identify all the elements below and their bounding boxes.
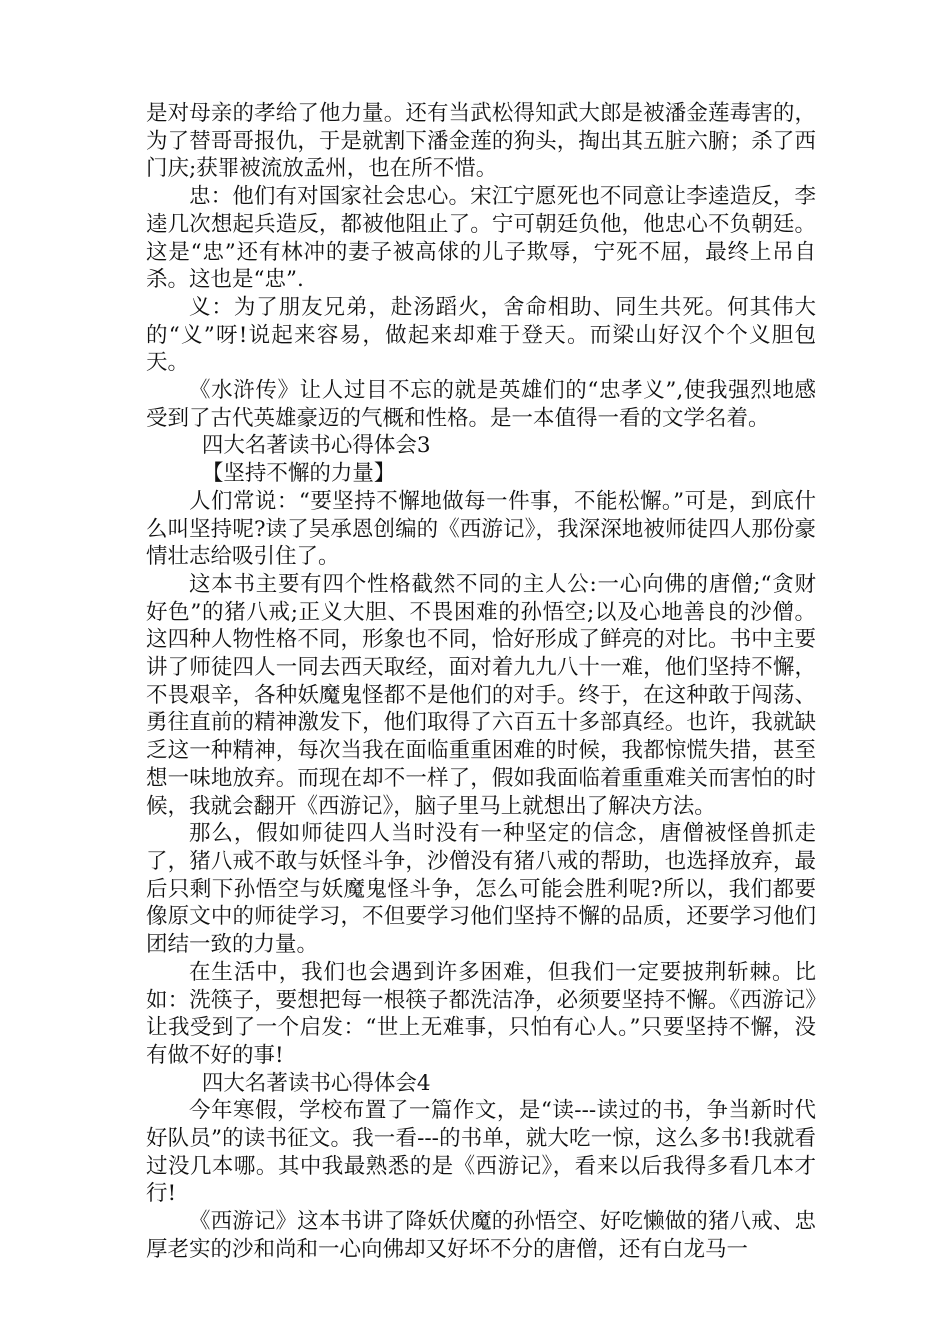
paragraph-persistence-intro: 人们常说：“要坚持不懈地做每一件事，不能松懈。”可是，到底什么叫坚持呢?读了吴承恩创编的《西游记》，我深深地被师徒四人那份豪情壮志给吸引住了。: [146, 488, 816, 570]
paragraph-loyalty: 忠：他们有对国家社会忠心。宋江宁愿死也不同意让李逵造反，李逵几次想起兵造反，都被他阻止了。宁可朝廷负他，他忠心不负朝廷。这是“忠”还有林冲的妻子被高俅的儿子欺辱，宁死不屈，最终上吊自杀。这也是“忠”.: [146, 184, 816, 293]
paragraph-righteousness: 义：为了朋友兄弟，赴汤蹈火，舍命相助、同生共死。何其伟大的“义”呀!说起来容易，做起来却难于登天。而梁山好汉个个义胆包天。: [146, 294, 816, 376]
paragraph-water-margin-summary: 《水浒传》让人过目不忘的就是英雄们的“忠孝义”,使我强烈地感受到了古代英雄豪迈的气概和性格。是一本值得一看的文学名着。: [146, 378, 816, 431]
paragraph-journey-west-summary: 《西游记》这本书讲了降妖伏魔的孙悟空、好吃懒做的猪八戒、忠厚老实的沙和尚和一心向佛却又好坏不分的唐僧，还有白龙马一: [146, 1209, 816, 1262]
paragraph-belief: 那么，假如师徒四人当时没有一种坚定的信念，唐僧被怪兽抓走了，猪八戒不敢与妖怪斗争，沙僧没有猪八戒的帮助，也选择放弃，最后只剩下孙悟空与妖魔鬼怪斗争，怎么可能会胜利呢?所以，我们都要像原文中的师徒学习，不但要学习他们坚持不懈的品质，还要学习他们团结一致的力量。: [146, 821, 816, 958]
section-heading-4: 四大名著读书心得体会4: [201, 1070, 431, 1096]
paragraph-filial: 是对母亲的孝给了他力量。还有当武松得知武大郎是被潘金莲毒害的，为了替哥哥报仇，于是就割下潘金莲的狗头，掏出其五脏六腑；杀了西门庆;获罪被流放孟州，也在所不惜。: [146, 101, 816, 182]
paragraph-winter-vacation: 今年寒假，学校布置了一篇作文，是“读---读过的书，争当新时代好队员”的读书征文。我一看---的书单，就大吃一惊，这么多书!我就看过没几本哪。其中我最熟悉的是《西游记》，看来以后我得多看几本才行!: [146, 1098, 816, 1207]
section-subtitle-persistence: 【坚持不懈的力量】: [201, 461, 396, 487]
paragraph-characters: 这本书主要有四个性格截然不同的主人公:一心向佛的唐僧;“贪财好色”的猪八戒;正义大胆、不畏困难的孙悟空;以及心地善良的沙僧。这四种人物性格不同，形象也不同，恰好形成了鲜亮的对比。书中主要讲了师徒四人一同去西天取经，面对着九九八十一难，他们坚持不懈，不畏艰辛，各种妖魔鬼怪都不是他们的对手。终于，在这种敢于闯荡、勇往直前的精神激发下，他们取得了六百五十多部真经。也许，我就缺乏这一种精神，每次当我在面临重重困难的时候，我都惊慌失措，甚至想一味地放弃。而现在却不一样了，假如我面临着重重难关而害怕的时候，我就会翻开《西游记》，脑子里马上就想出了解决方法。: [146, 571, 816, 819]
section-heading-3: 四大名著读书心得体会3: [201, 433, 431, 459]
paragraph-daily-life: 在生活中，我们也会遇到许多困难，但我们一定要披荆斩棘。比如：洗筷子，要想把每一根筷子都洗洁净，必须要坚持不懈。《西游记》让我受到了一个启发：“世上无难事，只怕有心人。”只要坚持不懈，没有做不好的事!: [146, 959, 816, 1068]
document-page: [146, 100, 816, 1264]
